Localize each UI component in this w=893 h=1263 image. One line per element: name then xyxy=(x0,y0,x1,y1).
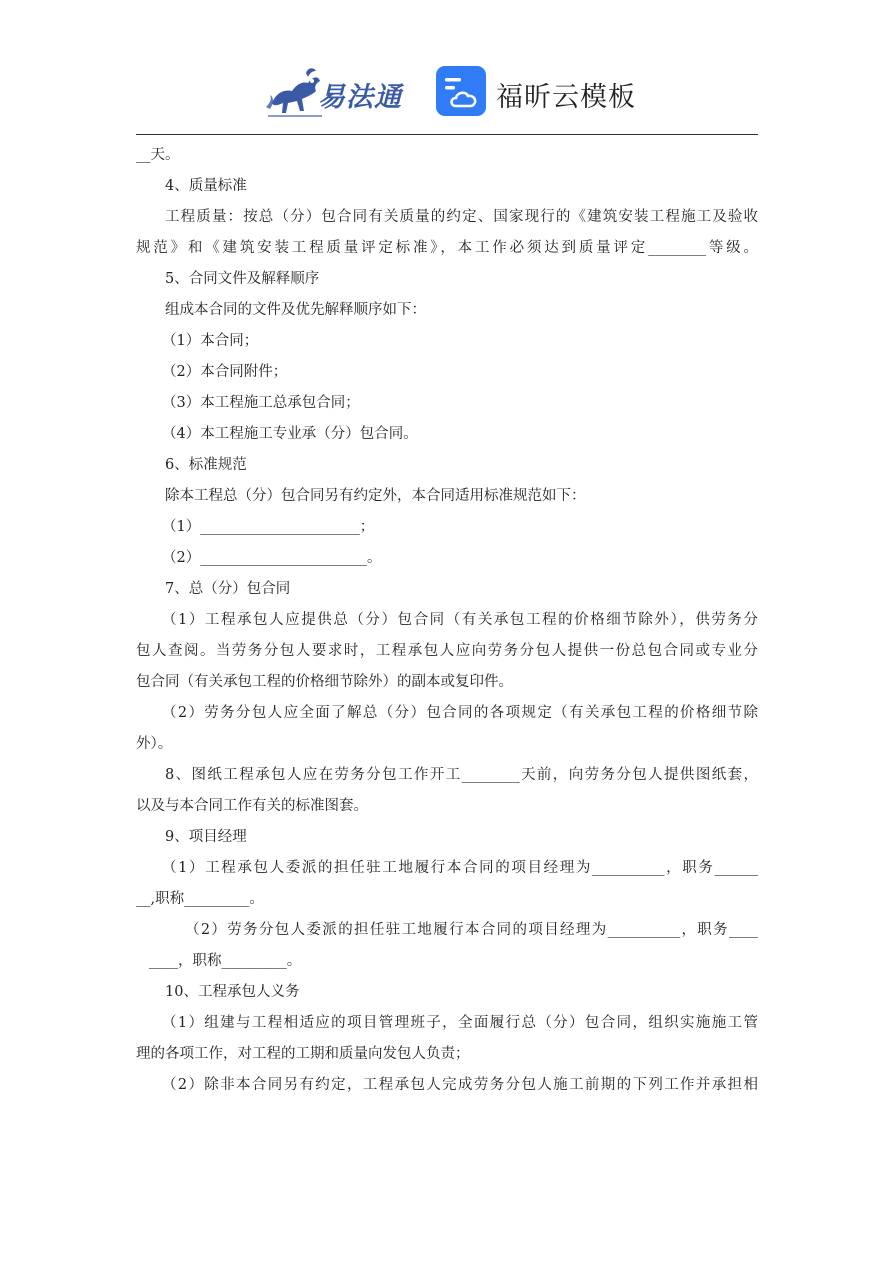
paragraph-line: __,职称_________。 xyxy=(136,891,264,907)
text-line: __天。 xyxy=(136,147,180,163)
paragraph-line: 理的各项工作，对工程的工期和质量向发包人负责； xyxy=(136,1046,470,1062)
header-divider xyxy=(136,134,758,135)
list-item: （3）本工程施工总承包合同； xyxy=(162,395,360,411)
section-heading: 4、质量标准 xyxy=(165,178,247,194)
foxit-template-logo-text: 福昕云模板 xyxy=(496,82,636,113)
paragraph-line: 除本工程总（分）包合同另有约定外，本合同适用标准规范如下： xyxy=(165,488,586,504)
list-item: （2）_______________________。 xyxy=(162,550,382,566)
paragraph-line: 工程质量：按总（分）包合同有关质量的约定、国家现行的《建筑安装工程施工及验收 xyxy=(165,209,758,225)
list-item: （2）本合同附件； xyxy=(162,364,288,380)
section-heading: 10、工程承包人义务 xyxy=(165,984,300,1000)
paragraph-line: 以及与本合同工作有关的标准图套。 xyxy=(136,798,368,814)
paragraph-line: 8、图纸工程承包人应在劳务分包工作开工________天前，向劳务分包人提供图纸套， xyxy=(165,767,758,783)
yifatong-logo-text: 易法通 xyxy=(318,82,402,113)
paragraph-line: 外）。 xyxy=(136,736,173,752)
paragraph-line: ____，职称_________。 xyxy=(149,953,302,969)
section-heading: 7、总（分）包合同 xyxy=(165,581,291,597)
paragraph-line: （2）劳务分包人应全面了解总（分）包合同的各项规定（有关承包工程的价格细节除 xyxy=(162,705,758,721)
paragraph-line: 包合同（有关承包工程的价格细节除外）的副本或复印件。 xyxy=(136,674,513,690)
list-item: （4）本工程施工专业承（分）包合同。 xyxy=(162,426,418,442)
paragraph-line: 组成本合同的文件及优先解释顺序如下： xyxy=(165,302,426,318)
document-body xyxy=(136,140,758,1101)
foxit-cloud-logo-icon xyxy=(436,66,486,116)
paragraph-line: 包人查阅。当劳务分包人要求时，工程承包人应向劳务分包人提供一份总包合同或专业分 xyxy=(136,643,758,659)
page-header xyxy=(0,55,893,125)
paragraph-line: （1）工程承包人应提供总（分）包合同（有关承包工程的价格细节除外），供劳务分 xyxy=(162,612,758,628)
paragraph-line: （2）劳务分包人委派的担任驻工地履行本合同的项目经理为__________，职务____ xyxy=(185,922,758,938)
section-heading: 9、项目经理 xyxy=(165,829,247,845)
paragraph-line: （1）组建与工程相适应的项目管理班子，全面履行总（分）包合同，组织实施施工管 xyxy=(162,1015,758,1031)
paragraph-line: 规范》和《建筑安装工程质量评定标准》，本工作必须达到质量评定________等级。 xyxy=(136,240,758,256)
list-item: （1）本合同； xyxy=(162,333,259,349)
list-item: （1）______________________； xyxy=(162,519,375,535)
paragraph-line: （1）工程承包人委派的担任驻工地履行本合同的项目经理为__________，职务______ xyxy=(162,860,758,876)
paragraph-line: （2）除非本合同另有约定，工程承包人完成劳务分包人施工前期的下列工作并承担相 xyxy=(162,1077,758,1093)
section-heading: 6、标准规范 xyxy=(165,457,247,473)
section-heading: 5、合同文件及解释顺序 xyxy=(165,271,320,287)
